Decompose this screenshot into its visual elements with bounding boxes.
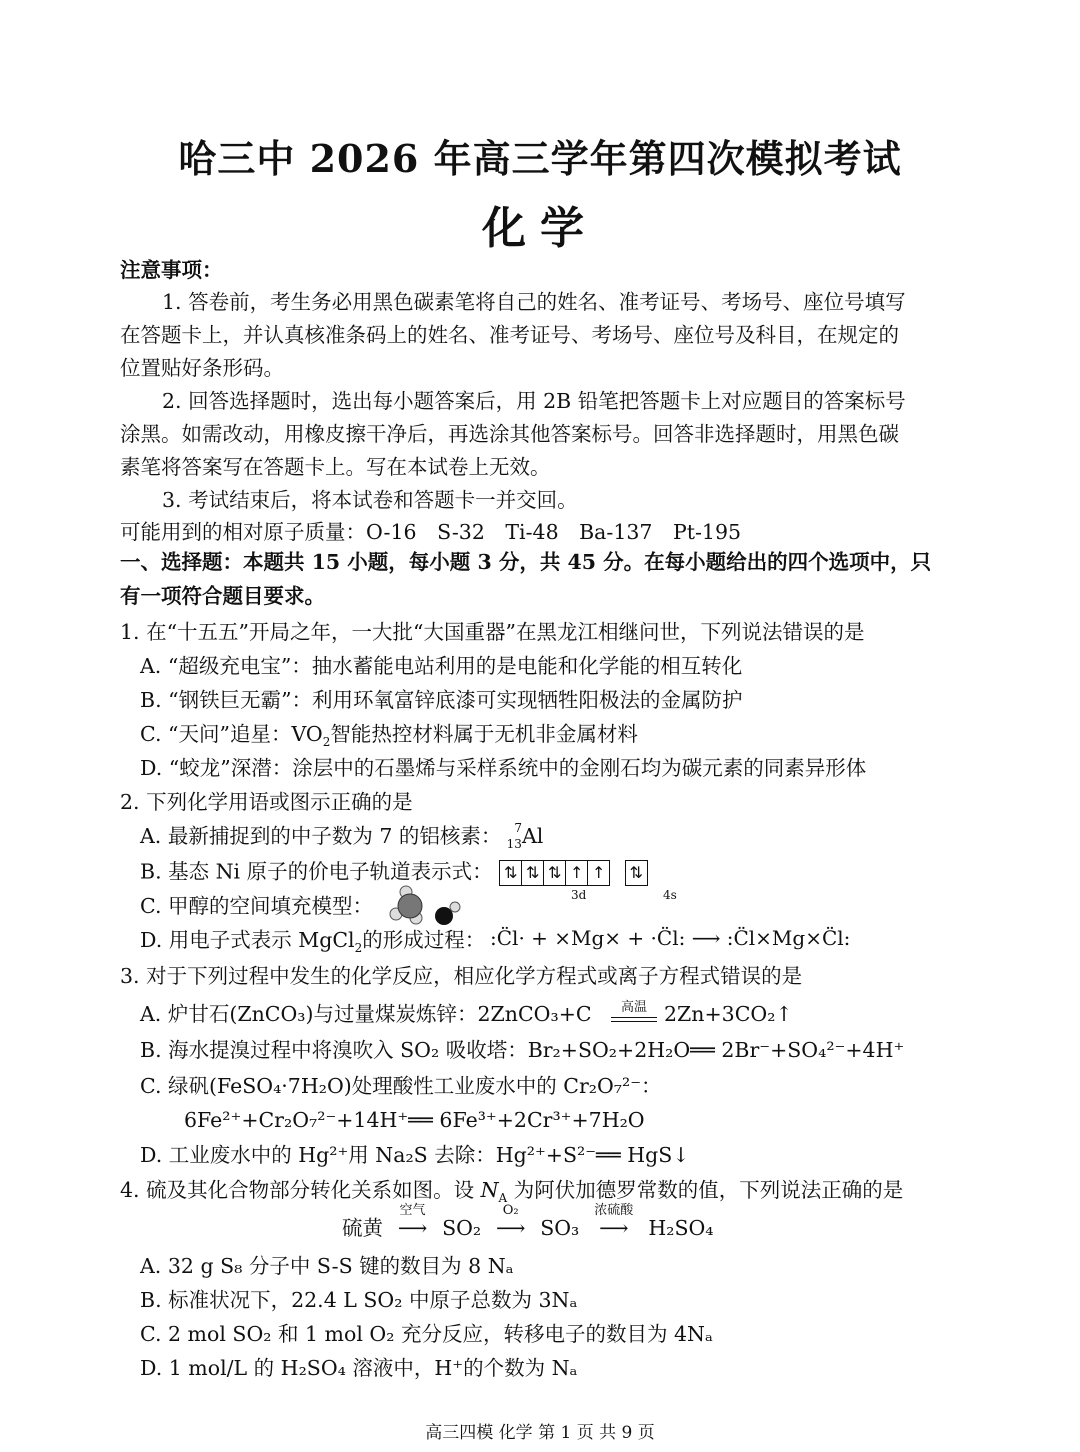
subject-title: 化学 xyxy=(482,203,598,254)
orbital-label-4s: 4s xyxy=(663,888,677,902)
atomic-mass-line: 可能用到的相对原子质量：O-16 S-32 Ti-48 Ba-137 Pt-195 xyxy=(120,520,742,544)
question-1-option-d: D. “蛟龙”深潜：涂层中的石墨烯与采样系统中的金刚石均为碳元素的同素异形体 xyxy=(140,756,867,780)
methanol-space-filling-model xyxy=(388,880,468,926)
chain-so2: SO₂ xyxy=(442,1216,482,1240)
question-4-stem: 4. 硫及其化合物部分转化关系如图。设 $N_A$ 为阿伏加德罗常数的值，下列说法正确的是 xyxy=(120,1178,904,1206)
section-heading: 一、选择题：本题共 15 小题，每小题 3 分，共 45 分。在每小题给出的四个选项中，只 xyxy=(120,550,932,574)
question-3-option-c-equation: 6Fe²⁺+Cr₂O₇²⁻+14H⁺══ 6Fe³⁺+2Cr³⁺+7H₂O xyxy=(184,1108,645,1132)
question-2-option-c: C. 甲醇的空间填充模型： xyxy=(140,894,373,918)
chain-so3: SO₃ xyxy=(540,1216,580,1240)
question-4-option-c: C. 2 mol SO₂ 和 1 mol O₂ 充分反应，转移电子的数目为 4Nₐ xyxy=(140,1322,713,1346)
question-1-option-c: C. “天问”追星：$VO_2$智能热控材料属于无机非金属材料 xyxy=(140,722,638,750)
notice-line: 在答题卡上，并认真核准条码上的姓名、准考证号、考场号、座位号及科目，在规定的 xyxy=(120,323,899,347)
orbital-3d-box: ⇅ ⇅ ⇅ ↑ ↑ xyxy=(499,860,610,886)
exam-title: 哈三中 2026 年高三学年第四次模拟考试 xyxy=(178,136,902,181)
orbital-label-3d: 3d xyxy=(571,888,587,902)
conversion-chain xyxy=(342,1203,714,1240)
question-3-stem: 3. 对于下列过程中发生的化学反应，相应化学方程式或离子方程式错误的是 xyxy=(120,964,803,988)
question-4-option-a: A. 32 g S₈ 分子中 S-S 键的数目为 8 Nₐ xyxy=(140,1254,514,1278)
question-4-option-d: D. 1 mol/L 的 H₂SO₄ 溶液中，H⁺的个数为 Nₐ xyxy=(140,1356,578,1380)
section-heading-cont: 有一项符合题目要求。 xyxy=(120,584,325,608)
chain-arrow-2: O₂ ⟶ xyxy=(495,1203,526,1240)
notice-line: 2. 回答选择题时，选出每小题答案后，用 2B 铅笔把答题卡上对应题目的答案标号 xyxy=(162,389,906,413)
page-footer: 高三四模 化学 第 1 页 共 9 页 xyxy=(425,1423,655,1443)
notice-line: 1. 答卷前，考生务必用黑色碳素笔将自己的姓名、准考证号、考场号、座位号填写 xyxy=(162,290,906,314)
question-2-stem: 2. 下列化学用语或图示正确的是 xyxy=(120,790,413,814)
question-2-option-a: A. 最新捕捉到的中子数为 7 的铝核素： 7 13 Al xyxy=(140,820,544,851)
question-3-option-d: D. 工业废水中的 Hg²⁺用 Na₂S 去除：Hg²⁺+S²⁻══ HgS↓ xyxy=(140,1143,690,1167)
question-3-option-a: A. 炉甘石(ZnCO₃)与过量煤炭炼锌：2ZnCO₃+C xyxy=(140,1002,592,1026)
orbital-4s-box: ⇅ xyxy=(625,860,648,886)
question-3-option-b: B. 海水提溴过程中将溴吹入 SO₂ 吸收塔：Br₂+SO₂+2H₂O══ 2Br⁻+SO₄²⁻+4H⁺ xyxy=(140,1038,905,1062)
question-1-stem: 1. 在“十五五”开局之年，一大批“大国重器”在黑龙江相继问世，下列说法错误的是 xyxy=(120,620,865,644)
chain-arrow-3: 浓硫酸 ⟶ xyxy=(594,1203,634,1240)
notice-line: 涂黑。如需改动，用橡皮擦干净后，再选涂其他答案标号。回答非选择题时，用黑色碳 xyxy=(120,422,899,446)
notice-line: 位置贴好条形码。 xyxy=(120,356,284,380)
notice-line: 素笔将答案写在答题卡上。写在本试卷上无效。 xyxy=(120,455,551,479)
question-3-option-a-product: 2Zn+3CO₂↑ xyxy=(664,1002,793,1026)
electron-dot-formula: :C̈l· + ×Mg× + ·C̈l: ⟶ :C̈l×Mg×C̈l: xyxy=(490,926,851,950)
notice-heading: 注意事项： xyxy=(120,258,223,282)
question-3-option-c: C. 绿矾(FeSO₄·7H₂O)处理酸性工业废水中的 Cr₂O₇²⁻： xyxy=(140,1074,662,1098)
chain-arrow-1: 空气 ⟶ xyxy=(397,1203,428,1240)
reaction-condition: 高温 xyxy=(611,996,657,1022)
question-1-option-a: A. “超级充电宝”：抽水蓄能电站利用的是电能和化学能的相互转化 xyxy=(140,654,743,678)
chain-sulfur: 硫黄 xyxy=(342,1216,383,1240)
question-2-option-d: D. 用电子式表示 MgCl$_2$的形成过程： xyxy=(140,928,486,956)
question-2-option-b: B. 基态 Ni 原子的价电子轨道表示式： ⇅ ⇅ ⇅ ↑ ↑ ⇅ xyxy=(140,860,648,886)
question-4-option-b: B. 标准状况下，22.4 L SO₂ 中原子总数为 3Nₐ xyxy=(140,1288,578,1312)
notice-line: 3. 考试结束后，将本试卷和答题卡一并交回。 xyxy=(162,488,578,512)
chain-h2so4: H₂SO₄ xyxy=(648,1216,714,1240)
question-1-option-b: B. “钢铁巨无霸”：利用环氧富锌底漆可实现牺牲阳极法的金属防护 xyxy=(140,688,743,712)
